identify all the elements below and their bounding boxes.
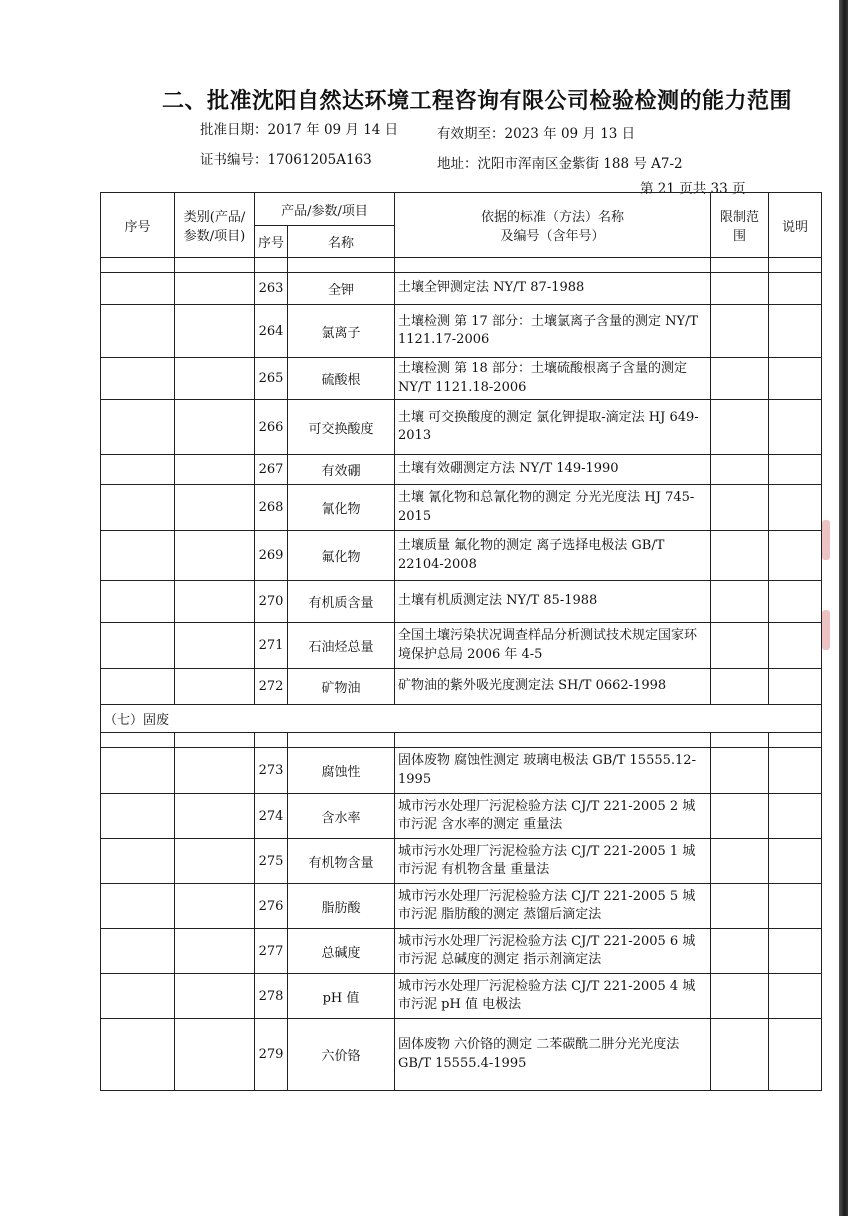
item-name: 氟化物 (288, 531, 395, 581)
item-standard: 土壤检测 第 17 部分：土壤氯离子含量的测定 NY/T 1121.17-2006 (395, 305, 711, 358)
table-row (101, 929, 822, 974)
table-row (101, 623, 822, 669)
item-name: 有机质含量 (288, 581, 395, 623)
item-number: 274 (255, 794, 288, 839)
item-standard: 全国土壤污染状况调查样品分析测试技术规定国家环境保护总局 2006 年 4-5 (395, 623, 711, 669)
header-item-name: 名称 (288, 226, 395, 258)
item-standard: 城市污水处理厂污泥检验方法 CJ/T 221-2005 4 城市污泥 pH 值 电极法 (395, 974, 711, 1019)
scan-edge-stain (822, 610, 830, 650)
item-standard: 城市污水处理厂污泥检验方法 CJ/T 221-2005 5 城市污泥 脂肪酸的测定 蒸馏后滴定法 (395, 884, 711, 929)
item-number: 272 (255, 669, 288, 705)
item-number: 279 (255, 1019, 288, 1091)
header-note: 说明 (769, 193, 822, 258)
item-number: 263 (255, 273, 288, 305)
item-name: pH 值 (288, 974, 395, 1019)
header-item-seq: 序号 (255, 226, 288, 258)
table-row (101, 974, 822, 1019)
item-number: 269 (255, 531, 288, 581)
item-number: 271 (255, 623, 288, 669)
table-row (101, 794, 822, 839)
item-standard: 土壤有效硼测定方法 NY/T 149-1990 (395, 455, 711, 485)
scan-edge-stain (822, 520, 830, 560)
table-row (101, 455, 822, 485)
table-row (101, 884, 822, 929)
item-number: 265 (255, 358, 288, 400)
item-name: 氰化物 (288, 485, 395, 531)
page-number: 第 21 页共 33 页 (640, 181, 746, 197)
item-standard: 土壤 可交换酸度的测定 氯化钾提取-滴定法 HJ 649-2013 (395, 400, 711, 455)
section-row (101, 705, 822, 733)
item-number: 268 (255, 485, 288, 531)
item-name: 有机物含量 (288, 839, 395, 884)
item-number: 270 (255, 581, 288, 623)
item-standard: 土壤质量 氟化物的测定 离子选择电极法 GB/T 22104-2008 (395, 531, 711, 581)
document-title: 二、批准沈阳自然达环境工程咨询有限公司检验检测的能力范围 (162, 89, 793, 114)
item-name: 矿物油 (288, 669, 395, 705)
table-row (101, 1019, 822, 1091)
item-standard: 矿物油的紫外吸光度测定法 SH/T 0662-1998 (395, 669, 711, 705)
header-product-group: 产品/参数/项目 (255, 193, 395, 226)
item-name: 石油烃总量 (288, 623, 395, 669)
item-name: 含水率 (288, 794, 395, 839)
item-name: 总碱度 (288, 929, 395, 974)
table-row (101, 305, 822, 358)
header-category: 类别(产品/参数/项目) (175, 193, 255, 258)
item-standard: 土壤全钾测定法 NY/T 87-1988 (395, 273, 711, 305)
item-number: 277 (255, 929, 288, 974)
item-name: 硫酸根 (288, 358, 395, 400)
item-number: 273 (255, 748, 288, 794)
header-limit: 限制范围 (711, 193, 769, 258)
item-standard: 城市污水处理厂污泥检验方法 CJ/T 221-2005 6 城市污泥 总碱度的测定 指示剂滴定法 (395, 929, 711, 974)
approval-date: 批准日期：2017 年 09 月 14 日 (200, 122, 399, 138)
item-standard: 固体废物 六价铬的测定 二苯碳酰二肼分光光度法 GB/T 15555.4-1995 (395, 1019, 711, 1091)
item-name: 氯离子 (288, 305, 395, 358)
certificate-number: 证书编号：17061205A163 (200, 152, 372, 168)
item-standard: 城市污水处理厂污泥检验方法 CJ/T 221-2005 1 城市污泥 有机物含量 重量法 (395, 839, 711, 884)
table-row (101, 273, 822, 305)
lab-address: 地址：沈阳市浑南区金紫街 188 号 A7-2 (437, 156, 683, 172)
table-row (101, 839, 822, 884)
item-number: 276 (255, 884, 288, 929)
table-row (101, 358, 822, 400)
section-name: 固废 (143, 713, 170, 728)
item-number: 267 (255, 455, 288, 485)
item-name: 脂肪酸 (288, 884, 395, 929)
table-row (101, 581, 822, 623)
scan-edge-shadow (839, 0, 848, 1216)
table-row (101, 748, 822, 794)
item-standard: 土壤有机质测定法 NY/T 85-1988 (395, 581, 711, 623)
table-row (101, 485, 822, 531)
item-name: 有效硼 (288, 455, 395, 485)
item-name: 腐蚀性 (288, 748, 395, 794)
header-standard: 依据的标准（方法）名称 及编号（含年号） (395, 193, 711, 258)
valid-until: 有效期至：2023 年 09 月 13 日 (437, 126, 636, 142)
item-standard: 土壤 氰化物和总氰化物的测定 分光光度法 HJ 745-2015 (395, 485, 711, 531)
item-number: 275 (255, 839, 288, 884)
table-row (101, 669, 822, 705)
item-number: 266 (255, 400, 288, 455)
table-row (101, 531, 822, 581)
item-name: 可交换酸度 (288, 400, 395, 455)
item-number: 264 (255, 305, 288, 358)
item-name: 全钾 (288, 273, 395, 305)
capability-table (100, 192, 822, 1091)
item-standard: 土壤检测 第 18 部分：土壤硫酸根离子含量的测定 NY/T 1121.18-2006 (395, 358, 711, 400)
item-standard: 城市污水处理厂污泥检验方法 CJ/T 221-2005 2 城市污泥 含水率的测定 重量法 (395, 794, 711, 839)
item-standard: 固体废物 腐蚀性测定 玻璃电极法 GB/T 15555.12-1995 (395, 748, 711, 794)
header-seq: 序号 (101, 193, 175, 258)
item-number: 278 (255, 974, 288, 1019)
table-row (101, 400, 822, 455)
item-name: 六价铬 (288, 1019, 395, 1091)
section-label: （七） (104, 713, 144, 728)
